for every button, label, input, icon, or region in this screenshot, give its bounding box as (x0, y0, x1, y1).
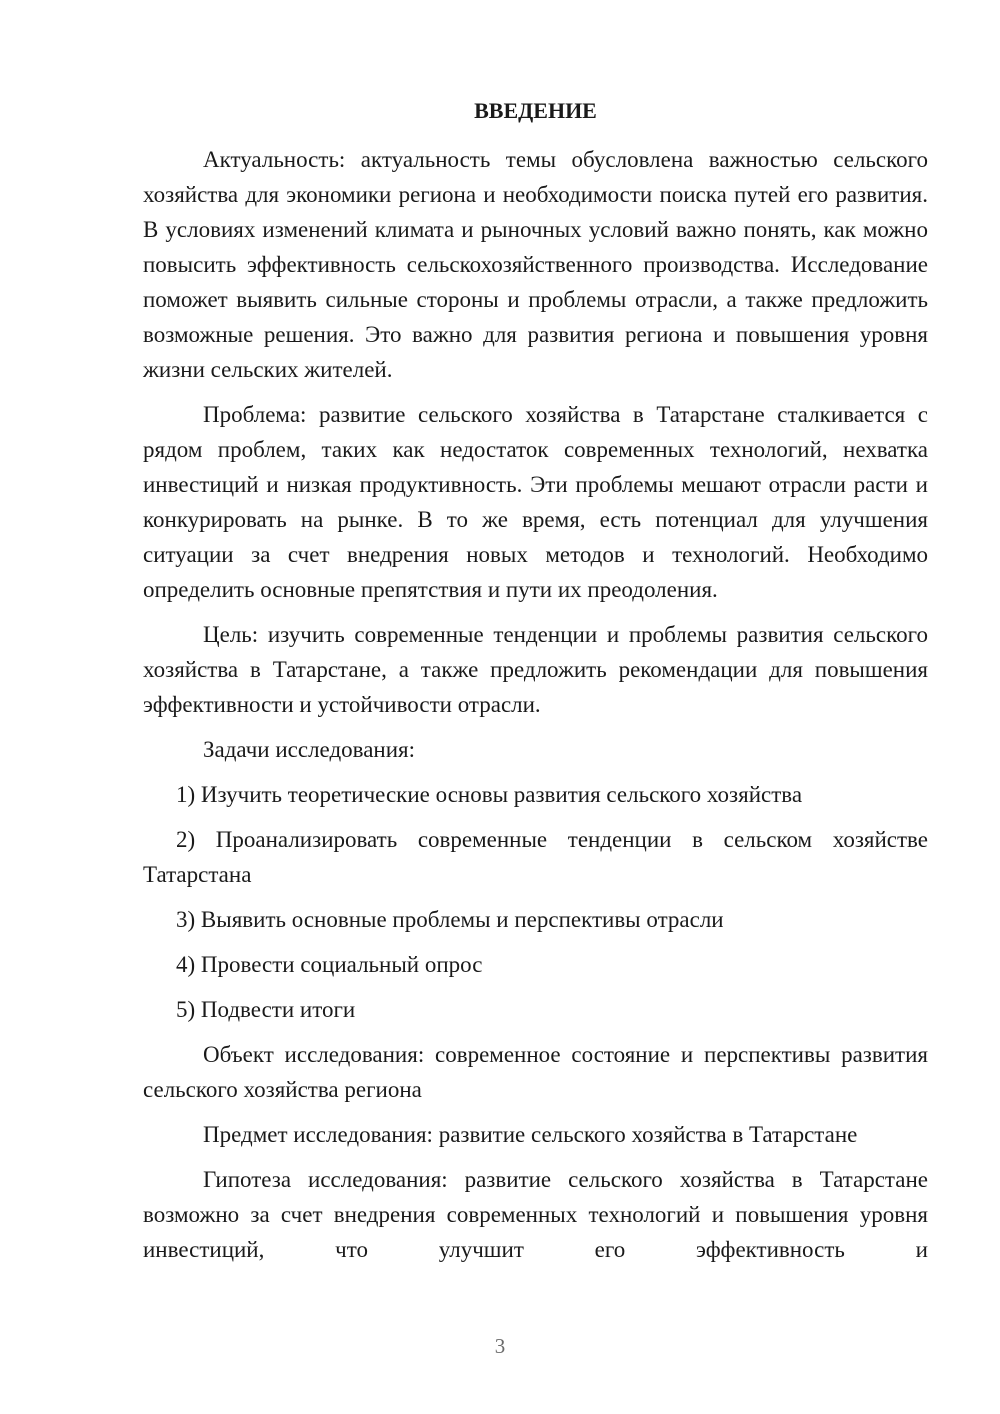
paragraph-goal: Цель: изучить современные тенденции и проблемы развития сельского хозяйства в Татарстане, а также предложить рекомендации для повышения эффективности и устойчивости отрасли. (143, 622, 928, 717)
paragraph-subject: Предмет исследования: развитие сельского хозяйства в Татарстане (203, 1122, 858, 1147)
page-title: ВВЕДЕНИЕ (474, 98, 597, 123)
paragraph-object: Объект исследования: современное состояние и перспективы развития сельского хозяйства региона (143, 1042, 928, 1102)
task-item-3: 3) Выявить основные проблемы и перспективы отрасли (176, 907, 724, 932)
paragraph-problem: Проблема: развитие сельского хозяйства в Татарстане сталкивается с рядом проблем, таких как недостаток современных технологий, нехватка инвестиций и низкая продуктивность. Эти проблемы мешают отрасли расти и конкурировать на рынке. В то же время, есть потенциал для улучшения ситуации за счет внедрения новых методов и технологий. Необходимо определить основные препятствия и пути их преодоления. (143, 402, 928, 602)
task-item-5: 5) Подвести итоги (176, 997, 356, 1022)
paragraph-relevance: Актуальность: актуальность темы обусловлена важностью сельского хозяйства для экономики региона и необходимости поиска путей его развития. В условиях изменений климата и рыночных условий важно понять, как можно повысить эффективность сельскохозяйственного производства. Исследование поможет выявить сильные стороны и проблемы отрасли, а также предложить возможные решения. Это важно для развития региона и повышения уровня жизни сельских жителей. (143, 147, 928, 382)
paragraph-hypothesis: Гипотеза исследования: развитие сельского хозяйства в Татарстане возможно за счет внедрения современных технологий и повышения уровня инвестиций, что улучшит его эффективность и (143, 1167, 928, 1262)
paragraph-tasks-heading: Задачи исследования: (203, 737, 416, 762)
task-item-4: 4) Провести социальный опрос (176, 952, 483, 977)
task-item-1: 1) Изучить теоретические основы развития сельского хозяйства (176, 782, 803, 807)
task-item-2: 2) Проанализировать современные тенденции в сельском хозяйстве Татарстана (143, 827, 928, 887)
page-number: 3 (494, 1334, 506, 1358)
page-content (143, 96, 928, 1267)
